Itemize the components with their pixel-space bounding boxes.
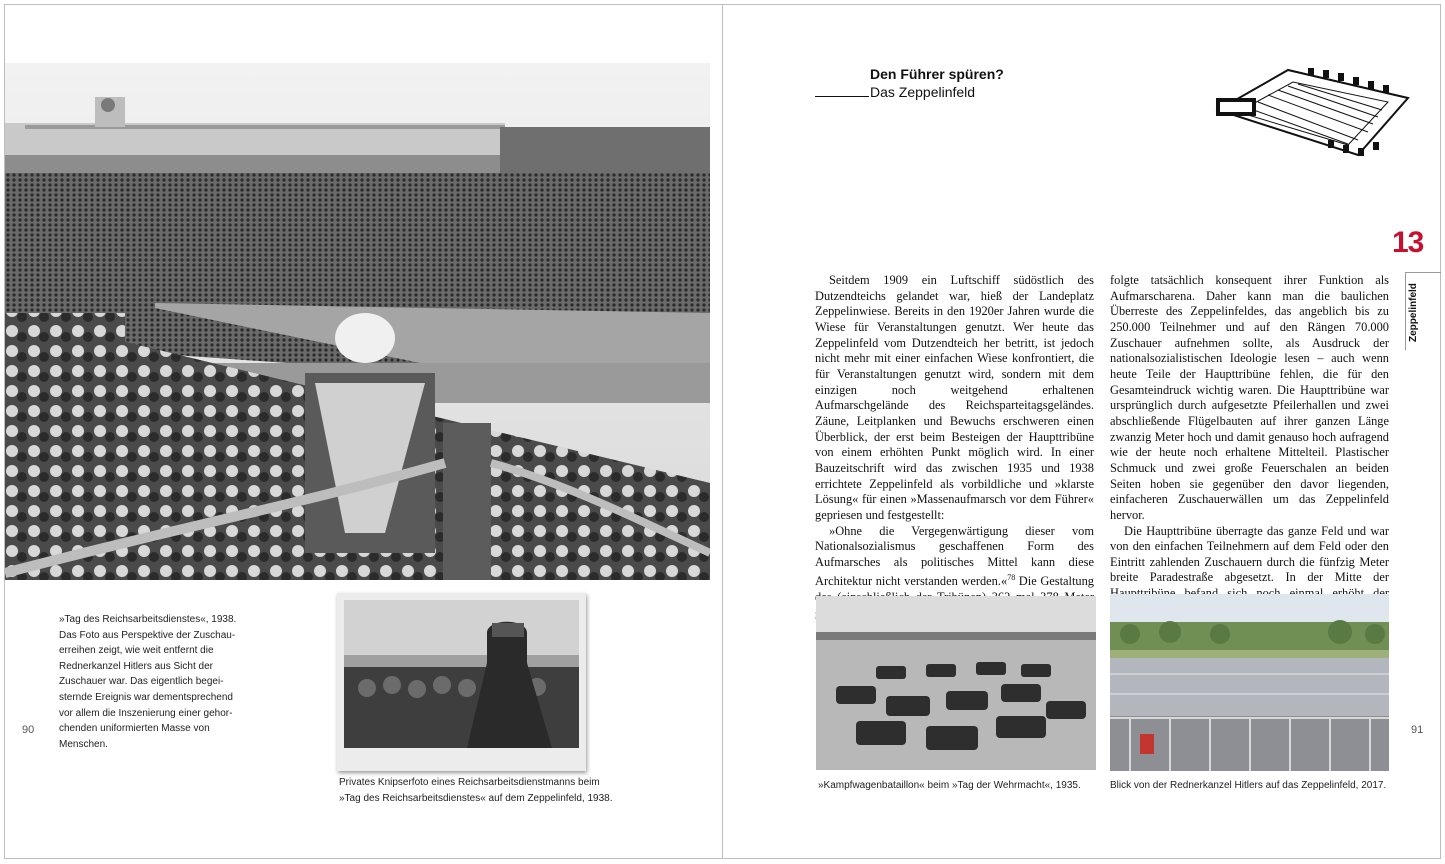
snapshot-photo: [337, 593, 586, 771]
caption-line: Privates Knipserfoto eines Reichsarbeitsdienstmanns beim: [339, 777, 600, 788]
caption-line: Das Foto aus Perspektive der Zuschau-: [59, 629, 236, 641]
page-number-right: 91: [1411, 724, 1424, 736]
body-column-1: [815, 273, 1094, 622]
main-photo-caption: [59, 612, 259, 752]
caption-line: Menschen.: [59, 738, 108, 750]
body-paragraph: Seitdem 1909 ein Luftschiff südöstlich des Dutzendteichs gelandet war, hieß der Landeplatz Zeppelinwiese. Bereits in den 1920er Jahren wurde die Wiese für Veranstaltungen genutzt. Wer heute das Zeppelinfeld vom Dutzendteich her betritt, ist jedoch nicht mehr mit einer einfachen Wiese konfrontiert, die für Veranstaltungen genutzt wird, sondern mit dem einzigen noch weitgehend erhaltenen Aufmarschgelände des Reichsparteitagsgeländes. Zäune, Leitplanken und Bewuchs erschweren einen Überblick, der erst beim Besteigen der Haupttribüne von einem erhöhten Punkt möglich wird. In einer Bauzeitschrift wird das zwischen 1935 und 1938 errichtete Zeppelinfeld als vorbildliche und »klarste Lösung« für einen »Massenaufmarsch vor dem Führer« gepriesen und festgestellt:: [815, 273, 1094, 522]
zeppelinfeld-plan-sketch: [1208, 60, 1410, 160]
main-photo-rally: [5, 63, 710, 580]
quote-text: »Ohne die Vergegenwärtigung dieser vom Nationalsozialismus geschaffenen Form des Aufmarsches als politisches Mittel kann diese Architektur nicht verstanden werden.«: [815, 523, 1094, 589]
caption-line: chenden uniformierten Masse von: [59, 723, 210, 735]
tanks-caption: »Kampfwagenbataillon« beim »Tag der Wehrmacht«, 1935.: [818, 780, 1081, 791]
chapter-side-label-text: Zeppelinfeld: [1408, 283, 1419, 342]
chapter-title: Den Führer spüren?: [870, 66, 1004, 82]
body-paragraph: Die Haupttribüne überragte das ganze Feld und war von den einfachen Teilnehmern auf dem Feld oder den Eintritt zahlenden Zuschauern durch die fünfzig Meter breite Paradestraße abgesetzt. In der Mitte der: [1110, 523, 1389, 585]
chapter-side-label: [1408, 282, 1422, 342]
caption-line: vor allem die Inszenierung einer gehor-: [59, 707, 233, 719]
chapter-subtitle: Das Zeppelinfeld: [870, 84, 976, 100]
chapter-number: 13: [1392, 226, 1424, 259]
view-2017-caption: Blick von der Rednerkanzel Hitlers auf das Zeppelinfeld, 2017.: [1110, 780, 1387, 791]
chapter-marker-rule: [1405, 272, 1441, 273]
body-column-2: [1110, 273, 1389, 617]
body-paragraph: folgte tatsächlich konsequent ihrer Funktion als Aufmarscharena. Daher kann man die baulichen Überreste des Zeppelinfeldes, das angeblich bis zu 250.000 Teilnehmer und auf den Rängen 70.000 Zuschauer aufnehmen sollte, als Ausdruck der nationalsozialistischen Ideologie lesen – auch wenn heute Teile der Haupttribüne fehlen, die für den Gesamteindruck wichtig waren. Die Haupttribüne war ursprünglich durch aufgesetzte Pfeilerhallen und zwei abschließende Flügelbauten auf ihrer ganzen Länge zwanzig Meter hoch und damit genauso hoch aufragend wie der heute noch erhaltene Mittelteil. Plastischer Schmuck und zwei große Feuerschalen an beiden Seiten hoben sie gegenüber den davor liegenden, einfacheren Zuschauerwällen um das Zeppelinfeld hervor.: [1110, 273, 1389, 522]
caption-line: Rednerkanzel Hitlers aus Sicht der: [59, 660, 213, 672]
footnote-marker: 78: [1007, 573, 1016, 583]
tanks-photo: [816, 596, 1096, 770]
caption-line: erreihen zeigt, wie weit entfernt die: [59, 645, 214, 657]
caption-line: sternde Ereignis war dementsprechend: [59, 691, 233, 703]
body-text-continued: Die Gestaltung: [1018, 574, 1094, 589]
caption-line: »Tag des Reichsarbeitsdienstes«, 1938.: [59, 614, 237, 625]
snapshot-caption: [339, 775, 639, 806]
caption-line: Zuschauer war. Das eigentlich begei-: [59, 676, 224, 688]
page-number-left: 90: [22, 724, 35, 736]
title-rule: [815, 96, 869, 97]
chapter-marker-vertical-rule: [1405, 272, 1406, 350]
view-2017-photo: [1110, 594, 1389, 771]
caption-line: »Tag des Reichsarbeitsdienstes« auf dem Zeppelinfeld, 1938.: [339, 792, 613, 804]
